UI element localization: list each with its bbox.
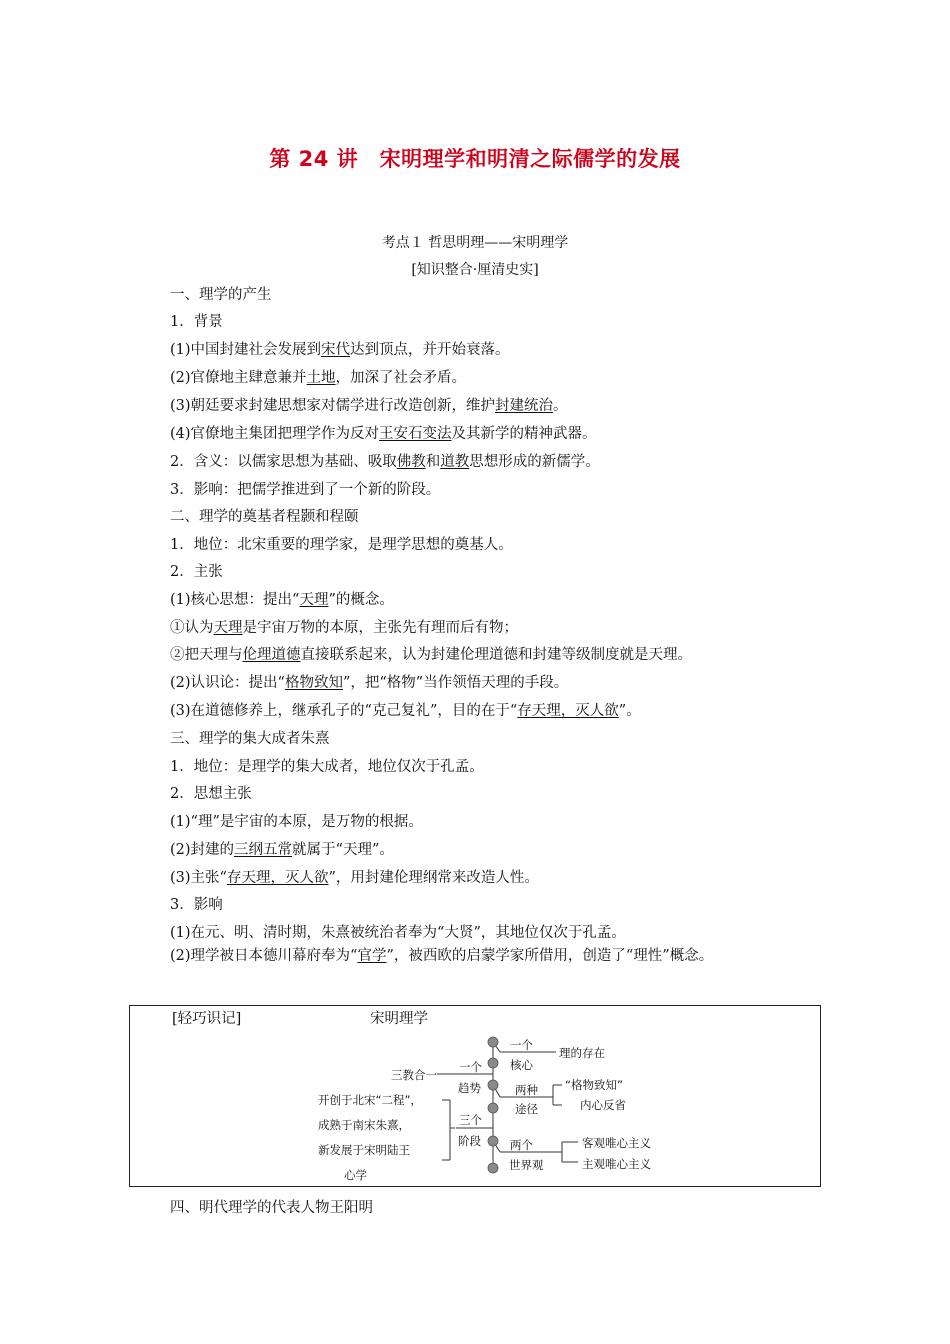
node-dot <box>488 1080 498 1090</box>
mind-map-text: 一个 <box>459 1060 482 1074</box>
node-dot <box>488 1136 498 1146</box>
paragraph-line: (3)朝廷要求封建思想家对儒学进行改造创新，维护封建统治。 <box>170 398 568 414</box>
paragraph-line: (3)主张“存天理，灭人欲”，用封建伦理纲常来改造人性。 <box>170 870 539 886</box>
mind-map-text: “格物致知” <box>565 1078 623 1092</box>
section-title: 考点１ 哲思明理——宋明理学 <box>381 235 569 251</box>
mind-map-text: 两个 <box>510 1138 533 1152</box>
answer-blank: 道教 <box>440 454 470 470</box>
paragraph-line: 二、理学的奠基者程颢和程颐 <box>170 509 359 525</box>
paragraph-line: (3)在道德修养上，继承孔子的“克己复礼”，目的在于“存天理，灭人欲”。 <box>170 703 641 719</box>
mind-map-text: 客观唯心主义 <box>582 1136 651 1150</box>
paragraph-line: 2．含义：以儒家思想为基础、吸取佛教和道教思想形成的新儒学。 <box>170 454 600 470</box>
heading-line: 四、明代理学的代表人物王阳明 <box>170 1200 373 1216</box>
answer-blank: 佛教 <box>396 454 426 470</box>
answer-blank: 存天理，灭人欲 <box>517 703 619 719</box>
answer-blank: 天理 <box>213 620 243 636</box>
answer-blank: 王安石变法 <box>379 426 452 442</box>
memory-box-label: [轻巧识记] <box>172 1011 242 1027</box>
answer-blank: 封建统治 <box>495 398 554 414</box>
answer-blank: 伦理道德 <box>242 647 301 663</box>
mind-map-text: 内心反省 <box>580 1098 626 1112</box>
mind-map-text: 成熟于南宋朱熹， <box>318 1118 410 1132</box>
mind-map-text: 新发展于宋明陆王 <box>318 1143 410 1157</box>
paragraph-line: ②把天理与伦理道德直接联系起来，认为封建伦理道德和封建等级制度就是天理。 <box>170 647 692 663</box>
mind-map-text: 理的存在 <box>559 1046 605 1060</box>
answer-blank: 土地 <box>306 370 336 386</box>
mind-map-text: 三个 <box>459 1113 482 1127</box>
mind-map-text: 一个 <box>510 1038 533 1052</box>
mind-map-text: 途径 <box>515 1102 538 1116</box>
answer-blank: 三纲五常 <box>234 842 293 858</box>
paragraph-line: (1)中国封建社会发展到宋代达到顶点，并开始衰落。 <box>170 342 510 358</box>
mind-map-text: 两种 <box>515 1083 538 1097</box>
paragraph-line: (1)核心思想：提出“天理”的概念。 <box>170 592 394 608</box>
mind-map-text: 核心 <box>510 1058 533 1072</box>
mind-map-text: 世界观 <box>509 1158 544 1172</box>
paragraph-line: 1．地位：是理学的集大成者，地位仅次于孔孟。 <box>170 759 484 775</box>
mind-map-text: 心学 <box>344 1168 367 1182</box>
node-dot <box>488 1037 498 1047</box>
answer-blank: 天理 <box>299 592 329 608</box>
mind-map-text: 阶段 <box>458 1134 481 1148</box>
answer-blank: 官学 <box>357 948 387 964</box>
paragraph-line: 3．影响：把儒学推进到了一个新的阶段。 <box>170 482 441 498</box>
mind-map-text: 主观唯心主义 <box>582 1157 651 1171</box>
paragraph-line: 2．思想主张 <box>170 786 252 802</box>
paragraph-line: 一、理学的产生 <box>170 287 272 303</box>
node-dot <box>488 1103 498 1113</box>
paragraph-line: (4)官僚地主集团把理学作为反对王安石变法及其新学的精神武器。 <box>170 426 597 442</box>
paragraph-line: (1)在元、明、清时期，朱熹被统治者奉为“大贤”，其地位仅次于孔孟。 <box>170 925 626 941</box>
page-title: 第 24 讲 宋明理学和明清之际儒学的发展 <box>269 147 681 171</box>
paragraph-line: 三、理学的集大成者朱熹 <box>170 731 330 747</box>
paragraph-line: (2)认识论：提出“格物致知”，把“格物”当作领悟天理的手段。 <box>170 675 569 691</box>
node-dot <box>488 1058 498 1068</box>
answer-blank: 宋代 <box>321 342 351 358</box>
paragraph-line: 2．主张 <box>170 564 223 580</box>
paragraph-line: 1．地位：北宋重要的理学家，是理学思想的奠基人。 <box>170 537 513 553</box>
paragraph-line: 3．影响 <box>170 897 223 913</box>
mind-map-text: 开创于北宋“二程”， <box>318 1093 422 1107</box>
paragraph-line: (1)“理”是宇宙的本原，是万物的根据。 <box>170 814 423 830</box>
mind-map-text: 三教合一 <box>391 1068 437 1082</box>
mind-map-text: 趋势 <box>458 1081 481 1095</box>
answer-blank: 格物致知 <box>284 675 343 691</box>
node-dot <box>488 1163 498 1173</box>
answer-blank: 存天理，灭人欲 <box>226 870 329 886</box>
paragraph-line: (2)理学被日本德川幕府奉为“官学”，被西欧的启蒙学家所借用，创造了“理性”概念。 <box>170 948 714 964</box>
paragraph-line: ①认为天理是宇宙万物的本原，主张先有理而后有物； <box>170 620 518 636</box>
memory-box-heading: 宋明理学 <box>370 1011 428 1027</box>
section-subtitle: [知识整合·厘清史实] <box>411 262 539 278</box>
paragraph-line: (2)官僚地主肆意兼并土地，加深了社会矛盾。 <box>170 370 467 386</box>
paragraph-line: 1．背景 <box>170 314 223 330</box>
paragraph-line: (2)封建的三纲五常就属于“天理”。 <box>170 842 394 858</box>
